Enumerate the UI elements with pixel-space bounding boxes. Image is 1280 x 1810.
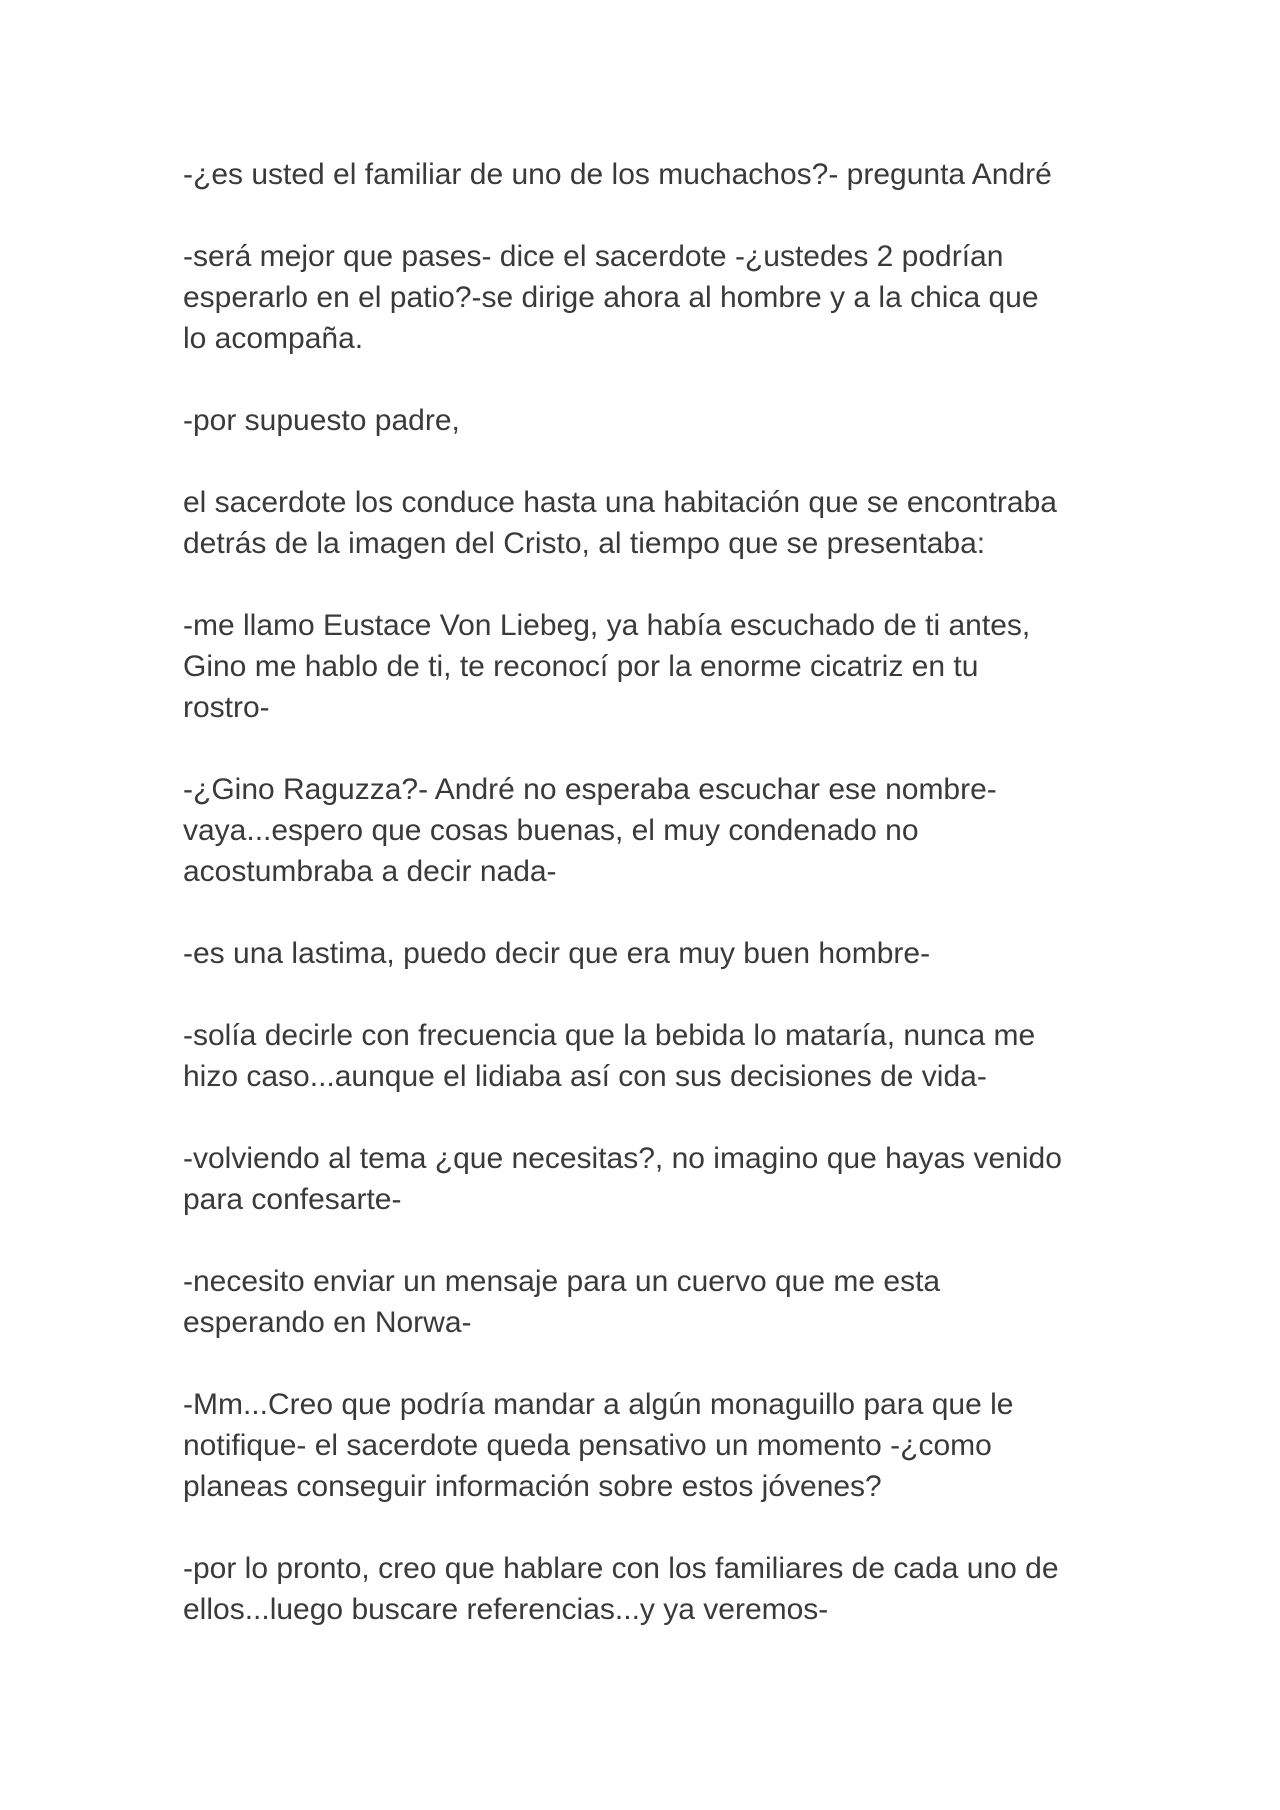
paragraph: -por lo pronto, creo que hablare con los familiares de cada uno de ellos...luego buscare referencias...y ya veremos- — [183, 1552, 1059, 1626]
paragraph: -¿Gino Raguzza?- André no esperaba escuchar ese nombre- vaya...espero que cosas buenas, el muy condenado no acostumbraba a decir nada- — [183, 773, 997, 888]
paragraph: -necesito enviar un mensaje para un cuervo que me esta esperando en Norwa- — [183, 1265, 941, 1339]
paragraph: -me llamo Eustace Von Liebeg, ya había escuchado de ti antes, Gino me hablo de ti, te reconocí por la enorme cicatriz en tu rostro- — [183, 609, 1031, 724]
paragraph: -será mejor que pases- dice el sacerdote -¿ustedes 2 podrían esperarlo en el patio?-se dirige ahora al hombre y a la chica que lo acompaña. — [183, 240, 1039, 355]
paragraph: -¿es usted el familiar de uno de los muchachos?- pregunta André — [183, 158, 1052, 191]
paragraph: -por supuesto padre, — [183, 404, 460, 437]
paragraph: -Mm...Creo que podría mandar a algún monaguillo para que le notifique- el sacerdote queda pensativo un momento -¿como planeas conseguir información sobre estos jóvenes? — [183, 1388, 1014, 1503]
document-body — [183, 154, 1103, 1671]
paragraph: -volviendo al tema ¿que necesitas?, no imagino que hayas venido para confesarte- — [183, 1142, 1062, 1216]
paragraph: el sacerdote los conduce hasta una habitación que se encontraba detrás de la imagen del Cristo, al tiempo que se presentaba: — [183, 486, 1057, 560]
paragraph: -es una lastima, puedo decir que era muy buen hombre- — [183, 937, 931, 970]
paragraph: -solía decirle con frecuencia que la bebida lo mataría, nunca me hizo caso...aunque el lidiaba así con sus decisiones de vida- — [183, 1019, 1036, 1093]
